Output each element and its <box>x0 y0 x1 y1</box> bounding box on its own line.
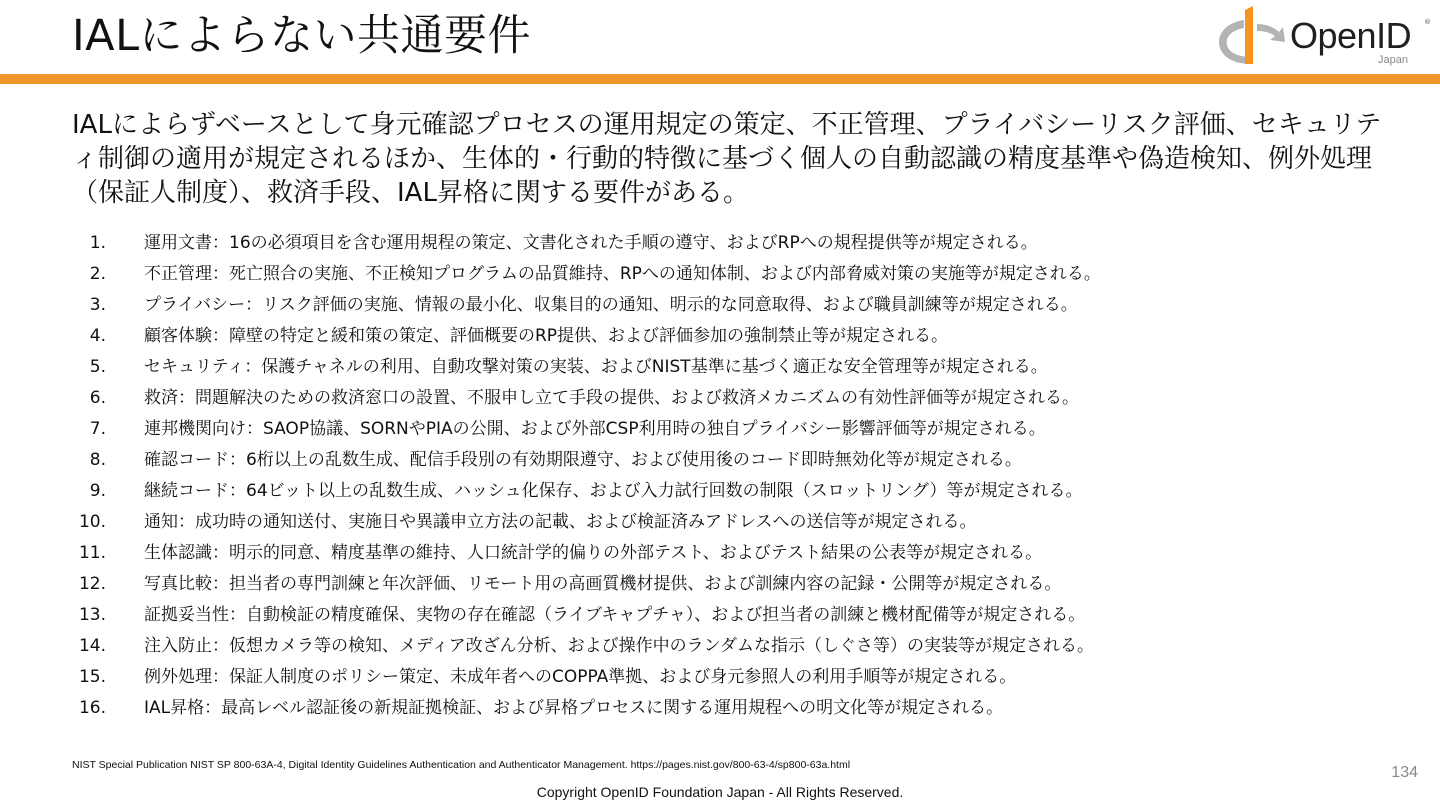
openid-japan-logo <box>1212 2 1432 72</box>
copyright-notice: Copyright OpenID Foundation Japan - All Rights Reserved. <box>536 784 904 800</box>
list-item <box>64 414 1364 445</box>
list-item <box>64 259 1364 290</box>
item-number: 15. <box>78 667 106 687</box>
item-text: 写真比較：担当者の専門訓練と年次評価、リモート用の高画質機材提供、および訓練内容の記録・公開等が規定される。 <box>144 574 1062 594</box>
item-text: セキュリティ：保護チャネルの利用、自動攻撃対策の実装、およびNIST基準に基づく適正な安全管理等が規定される。 <box>144 357 1048 377</box>
list-item <box>64 631 1364 662</box>
item-number: 13. <box>78 605 106 625</box>
item-number: 6. <box>89 388 106 408</box>
item-number: 16. <box>78 698 106 718</box>
item-text: 注入防止：仮想カメラ等の検知、メディア改ざん分析、および操作中のランダムな指示（しぐさ等）の実装等が規定される。 <box>144 636 1094 656</box>
item-text: 確認コード：6桁以上の乱数生成、配信手段別の有効期限遵守、および使用後のコード即時無効化等が規定される。 <box>144 450 1022 470</box>
list-item <box>64 476 1364 507</box>
item-number: 12. <box>78 574 106 594</box>
item-text: 通知：成功時の通知送付、実施日や異議申立方法の記載、および検証済みアドレスへの送信等が規定される。 <box>144 512 977 532</box>
item-number: 2. <box>89 264 106 284</box>
item-text: 顧客体験：障壁の特定と緩和策の策定、評価概要のRP提供、および評価参加の強制禁止等が規定される。 <box>144 326 949 346</box>
list-item <box>64 507 1364 538</box>
list-item <box>64 321 1364 352</box>
item-text: IAL昇格：最高レベル認証後の新規証拠検証、および昇格プロセスに関する運用規程への明文化等が規定される。 <box>144 698 1004 718</box>
item-text: 連邦機関向け：SAOP協議、SORNやPIAの公開、および外部CSP利用時の独自プライバシー影響評価等が規定される。 <box>144 419 1046 439</box>
list-item <box>64 445 1364 476</box>
item-text: 運用文書：16の必須項目を含む運用規程の策定、文書化された手順の遵守、およびRPへの規程提供等が規定される。 <box>144 233 1038 253</box>
source-footnote: NIST Special Publication NIST SP 800-63A-4, Digital Identity Guidelines Authentication and Authenticator Management. https://pages.nist.gov/800-63-4/sp800-63a.html <box>72 759 851 771</box>
item-number: 4. <box>89 326 106 346</box>
page-number: 134 <box>1391 764 1418 781</box>
item-number: 11. <box>78 543 106 563</box>
list-item <box>64 600 1364 631</box>
list-item <box>64 228 1364 259</box>
slide-title: IALによらない共通要件 <box>72 11 532 61</box>
logo-sub-japan: Japan <box>1378 54 1408 66</box>
item-text: 証拠妥当性：自動検証の精度確保、実物の存在確認（ライブキャプチャ）、および担当者の訓練と機材配備等が規定される。 <box>144 605 1086 625</box>
item-text: 継続コード：64ビット以上の乱数生成、ハッシュ化保存、および入力試行回数の制限（スロットリング）等が規定される。 <box>144 481 1083 501</box>
item-number: 3. <box>89 295 106 315</box>
item-text: 生体認識：明示的同意、精度基準の維持、人口統計学的偏りの外部テスト、およびテスト結果の公表等が規定される。 <box>144 543 1043 563</box>
item-number: 14. <box>78 636 106 656</box>
list-item <box>64 383 1364 414</box>
item-number: 7. <box>89 419 106 439</box>
list-item <box>64 352 1364 383</box>
list-item <box>64 290 1364 321</box>
list-item <box>64 693 1364 724</box>
item-number: 9. <box>89 481 106 501</box>
item-text: 不正管理：死亡照合の実施、不正検知プログラムの品質維持、RPへの通知体制、および内部脅威対策の実施等が規定される。 <box>144 264 1101 284</box>
requirements-list <box>64 228 1364 724</box>
title-accent-rule <box>0 74 1440 84</box>
openid-mark-icon <box>1212 2 1292 72</box>
item-number: 5. <box>89 357 106 377</box>
item-text: 例外処理：保証人制度のポリシー策定、未成年者へのCOPPA準拠、および身元参照人の利用手順等が規定される。 <box>144 667 1017 687</box>
item-text: 救済：問題解決のための救済窓口の設置、不服申し立て手段の提供、および救済メカニズムの有効性評価等が規定される。 <box>144 388 1079 408</box>
openid-wordmark: OpenID <box>1290 15 1412 56</box>
item-number: 10. <box>78 512 106 532</box>
item-number: 8. <box>89 450 106 470</box>
registered-mark: ® <box>1424 18 1431 26</box>
list-item <box>64 569 1364 600</box>
lead-paragraph: IALによらずベースとして身元確認プロセスの運用規定の策定、不正管理、プライバシーリスク評価、セキュリティ制御の適用が規定されるほか、生体的・行動的特徴に基づく個人の自動認識の精度基準や偽造検知、例外処理（保証人制度）、救済手段、IAL昇格に関する要件がある。 <box>72 110 1382 208</box>
list-item <box>64 662 1364 693</box>
list-item <box>64 538 1364 569</box>
item-number: 1. <box>89 233 106 253</box>
item-text: プライバシー：リスク評価の実施、情報の最小化、収集目的の通知、明示的な同意取得、および職員訓練等が規定される。 <box>144 295 1078 315</box>
